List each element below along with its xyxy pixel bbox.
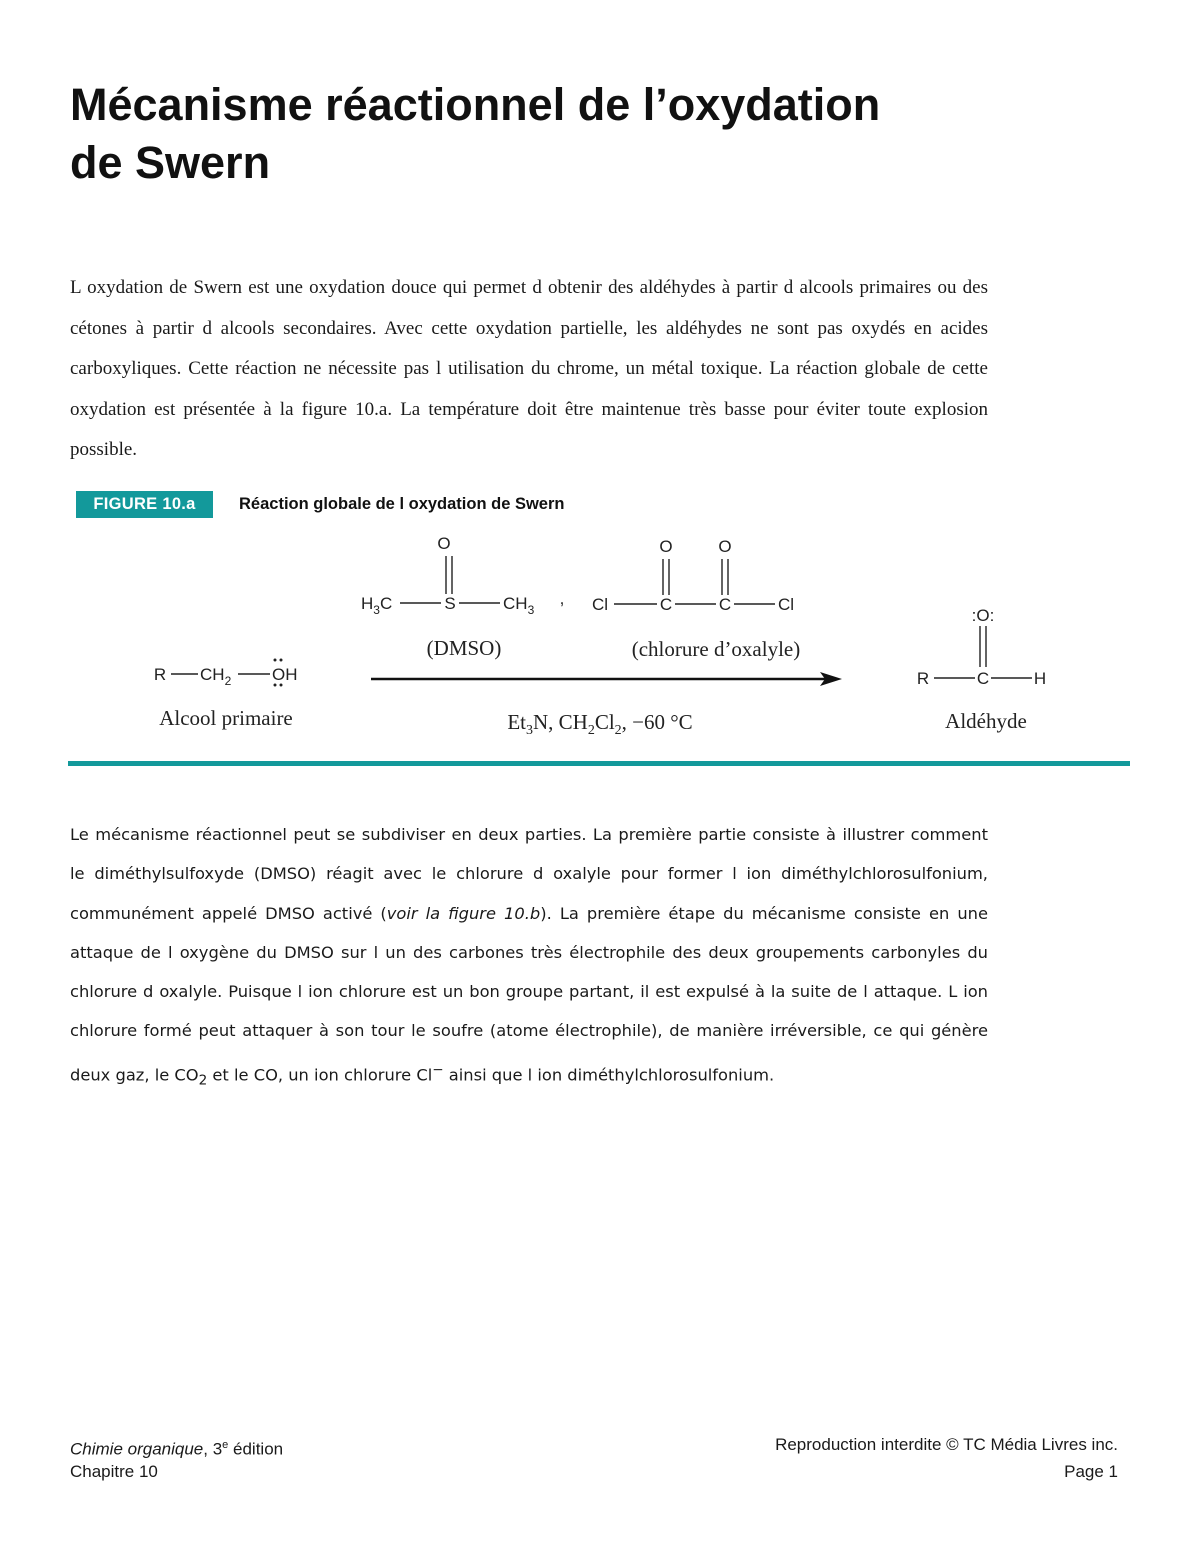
product-label: Aldéhyde: [945, 709, 1027, 733]
chloride-charge: −: [432, 1061, 444, 1078]
page-title-line2: de Swern: [70, 137, 271, 188]
mechanism-paragraph: Le mécanisme réactionnel peut se subdiviser en deux parties. La première partie consiste à illustrer comment le diméthylsulfoxyde (DMSO) réagit avec le chlorure d oxalyle pour former l ion diméthylchlorosulfonium, communément appelé DMSO activé (voir la figure 10.b). La première étape du mécanisme consiste en une attaque de l oxygène du DMSO sur l un des carbones très électrophile des deux groupements carbonyles du chlorure d oxalyle. Puisque l ion chlorure est un bon groupe partant, il est expulsé à la suite de l attaque. L ion chlorure formé peut attaquer à son tour le soufre (atome électrophile), de manière irréversible, ce qui génère deux gaz, le $CO_2$ et le CO, un ion chlorure Cl− ainsi que l ion diméthylchlorosulfonium.: [70, 825, 988, 1089]
footer-chapter: Chapitre 10: [70, 1462, 158, 1481]
intro-paragraph: L oxydation de Swern est une oxydation douce qui permet d obtenir des aldéhydes à partir d alcools primaires ou des cétones à partir d alcools secondaires. Avec cette oxydation partielle, les aldéhydes ne sont pas oxydés en acides carboxyliques. Cette réaction ne nécessite pas l utilisation du chrome, un métal toxique. La réaction globale de cette oxydation est présentée à la figure 10.a. La température doit être maintenue très basse pour éviter toute explosion possible.: [70, 277, 988, 460]
dmso-oxygen: O: [437, 534, 451, 553]
alcohol-r-group: R: [153, 665, 167, 684]
aldehyde-hydrogen: H: [1033, 669, 1047, 688]
figure-reference: voir la figure 10.b: [386, 903, 541, 923]
footer-book-title: Chimie organique, 3e édition: [70, 1439, 284, 1459]
alcohol-ch2: $CH_2$: [200, 665, 232, 688]
alcohol-oh: OH: [272, 665, 298, 684]
oxalyl-oxygen-right: O: [718, 537, 732, 556]
footer-copyright: Reproduction interdite © TC Média Livres inc.: [775, 1435, 1118, 1454]
dmso-sulfur: S: [444, 594, 456, 613]
dmso-label: (DMSO): [426, 636, 502, 660]
oxalyl-chloride-label: (chlorure d’oxalyle): [631, 637, 801, 661]
page-title: [70, 76, 1130, 192]
aldehyde-carbon: C: [976, 669, 990, 688]
oxalyl-chlorine-left: Cl: [591, 595, 609, 614]
figure-title: Réaction globale de l oxydation de Swern: [239, 495, 565, 513]
reaction-scheme: [70, 524, 1130, 754]
reagent-separator-comma: ,: [559, 589, 565, 608]
figure-divider: [68, 761, 1130, 766]
aldehyde-r-group: R: [916, 669, 930, 688]
page-title-line1: Mécanisme réactionnel de l’oxydation: [70, 79, 881, 130]
dmso-methyl-left: $H_3C$: [361, 594, 393, 617]
reaction-conditions: $Et_3N$, $CH_2Cl_2$, −60 °C: [507, 710, 693, 738]
co2-subscript: 2: [198, 1072, 208, 1089]
figure-tag: FIGURE 10.a: [76, 491, 213, 518]
oxalyl-carbon-right: C: [718, 595, 732, 614]
oxalyl-carbon-left: C: [659, 595, 673, 614]
dmso-methyl-right: $CH_3$: [503, 594, 535, 617]
reactant-label: Alcool primaire: [159, 706, 293, 730]
footer-page-number: Page 1: [1064, 1462, 1118, 1481]
oxalyl-chlorine-right: Cl: [777, 595, 795, 614]
oxalyl-oxygen-left: O: [659, 537, 673, 556]
aldehyde-oxygen: :O:: [971, 606, 995, 625]
